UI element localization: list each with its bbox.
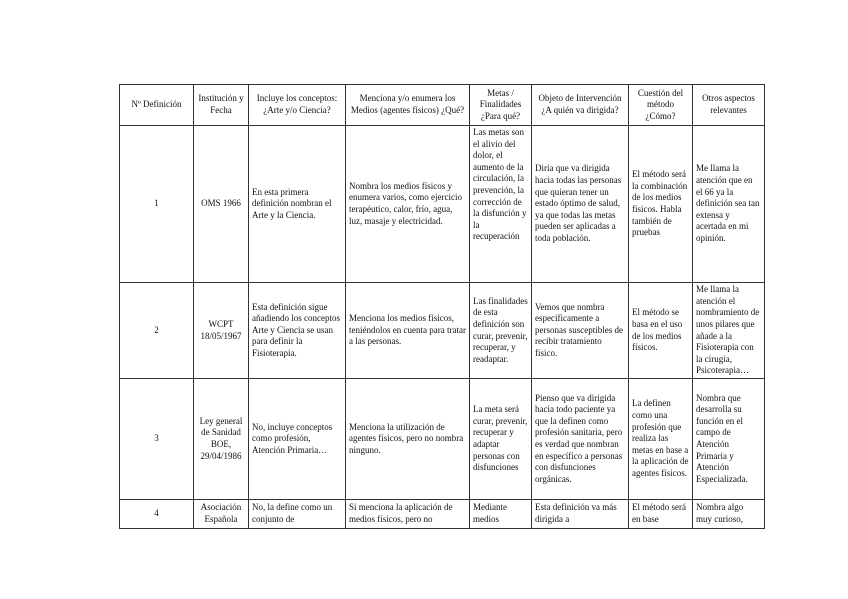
row-means: Nombra los medios físicos y enumera varios, como ejercicio terapéutico, calor, frío, agua, luz, masaje y electricidad. [346,126,470,283]
row-other: Nombra algo muy curioso, [693,500,765,529]
row-object: Esta definición va más dirigida a [532,500,629,529]
row-object: Vemos que nombra específicamente a personas susceptibles de recibir tratamiento físico. [532,283,629,379]
row-method: El método será en base [629,500,693,529]
header-object: Objeto de Intervención ¿A quién va dirigida? [532,85,629,126]
row-goals: Las finalidades de esta definición son curar, prevenir, recuperar, y readaptar. [470,283,532,379]
row-means: Si menciona la aplicación de medios físicos, pero no [346,500,470,529]
row-num: 3 [120,379,194,500]
row-object: Diría que va dirigida hacia todas las personas que quieran tener un estado óptimo de salud, ya que todas las metas pueden ser aplicadas a toda población. [532,126,629,283]
row-object: Pienso que va dirigida hacia todo paciente ya que la definen como profesión sanitaria, pero es verdad que nombran en específico a personas con disfunciones orgánicas. [532,379,629,500]
row-other: Me llama la atención que en el 66 ya la definición sea tan extensa y acertada en mi opinión. [693,126,765,283]
row-goals: Las metas son el alivio del dolor, el aumento de la circulación, la prevención, la corrección de la disfunción y la recuperación [470,126,532,283]
row-concepts: No, la define como un conjunto de [249,500,346,529]
header-num: Nº Definición [120,85,194,126]
row-concepts: No, incluye conceptos como profesión, Atención Primaria… [249,379,346,500]
row-method: El método se basa en el uso de los medios físicos. [629,283,693,379]
row-means: Menciona los medios físicos, teniéndolos en cuenta para tratar a las personas. [346,283,470,379]
table-row [120,500,765,529]
row-institution: WCPT 18/05/1967 [194,283,249,379]
header-method: Cuestión del método ¿Cómo? [629,85,693,126]
header-means: Menciona y/o enumera los Medios (agentes físicos) ¿Qué? [346,85,470,126]
row-institution: Ley general de Sanidad BOE, 29/04/1986 [194,379,249,500]
header-institution: Institución y Fecha [194,85,249,126]
row-method: La definen como una profesión que realiza las metas en base a la aplicación de agentes físicos. [629,379,693,500]
row-goals: La meta será curar, prevenir, recuperar y adaptar personas con disfunciones [470,379,532,500]
definitions-table [119,84,765,529]
table-row [120,126,765,283]
row-concepts: Esta definición sigue añadiendo los conceptos Arte y Ciencia se usan para definir la Fisioterapia. [249,283,346,379]
row-other: Me llama la atención el nombramiento de unos pilares que añade a la Fisioterapia con la cirugía, Psicoterapia… [693,283,765,379]
row-institution: OMS 1966 [194,126,249,283]
header-other: Otros aspectos relevantes [693,85,765,126]
row-means: Menciona la utilización de agentes físicos, pero no nombra ninguno. [346,379,470,500]
header-goals: Metas / Finalidades ¿Para qué? [470,85,532,126]
row-goals: Mediante medios [470,500,532,529]
row-other: Nombra que desarrolla su función en el campo de Atención Primaria y Atención Especializada. [693,379,765,500]
header-concepts: Incluye los conceptos: ¿Arte y/o Ciencia? [249,85,346,126]
table-row [120,283,765,379]
row-institution: Asociación Española [194,500,249,529]
table-row [120,379,765,500]
row-concepts: En esta primera definición nombran el Arte y la Ciencia. [249,126,346,283]
header-row [120,85,765,126]
row-num: 2 [120,283,194,379]
row-num: 1 [120,126,194,283]
row-method: El método será la combinación de los medios físicos. Habla también de pruebas [629,126,693,283]
row-num: 4 [120,500,194,529]
